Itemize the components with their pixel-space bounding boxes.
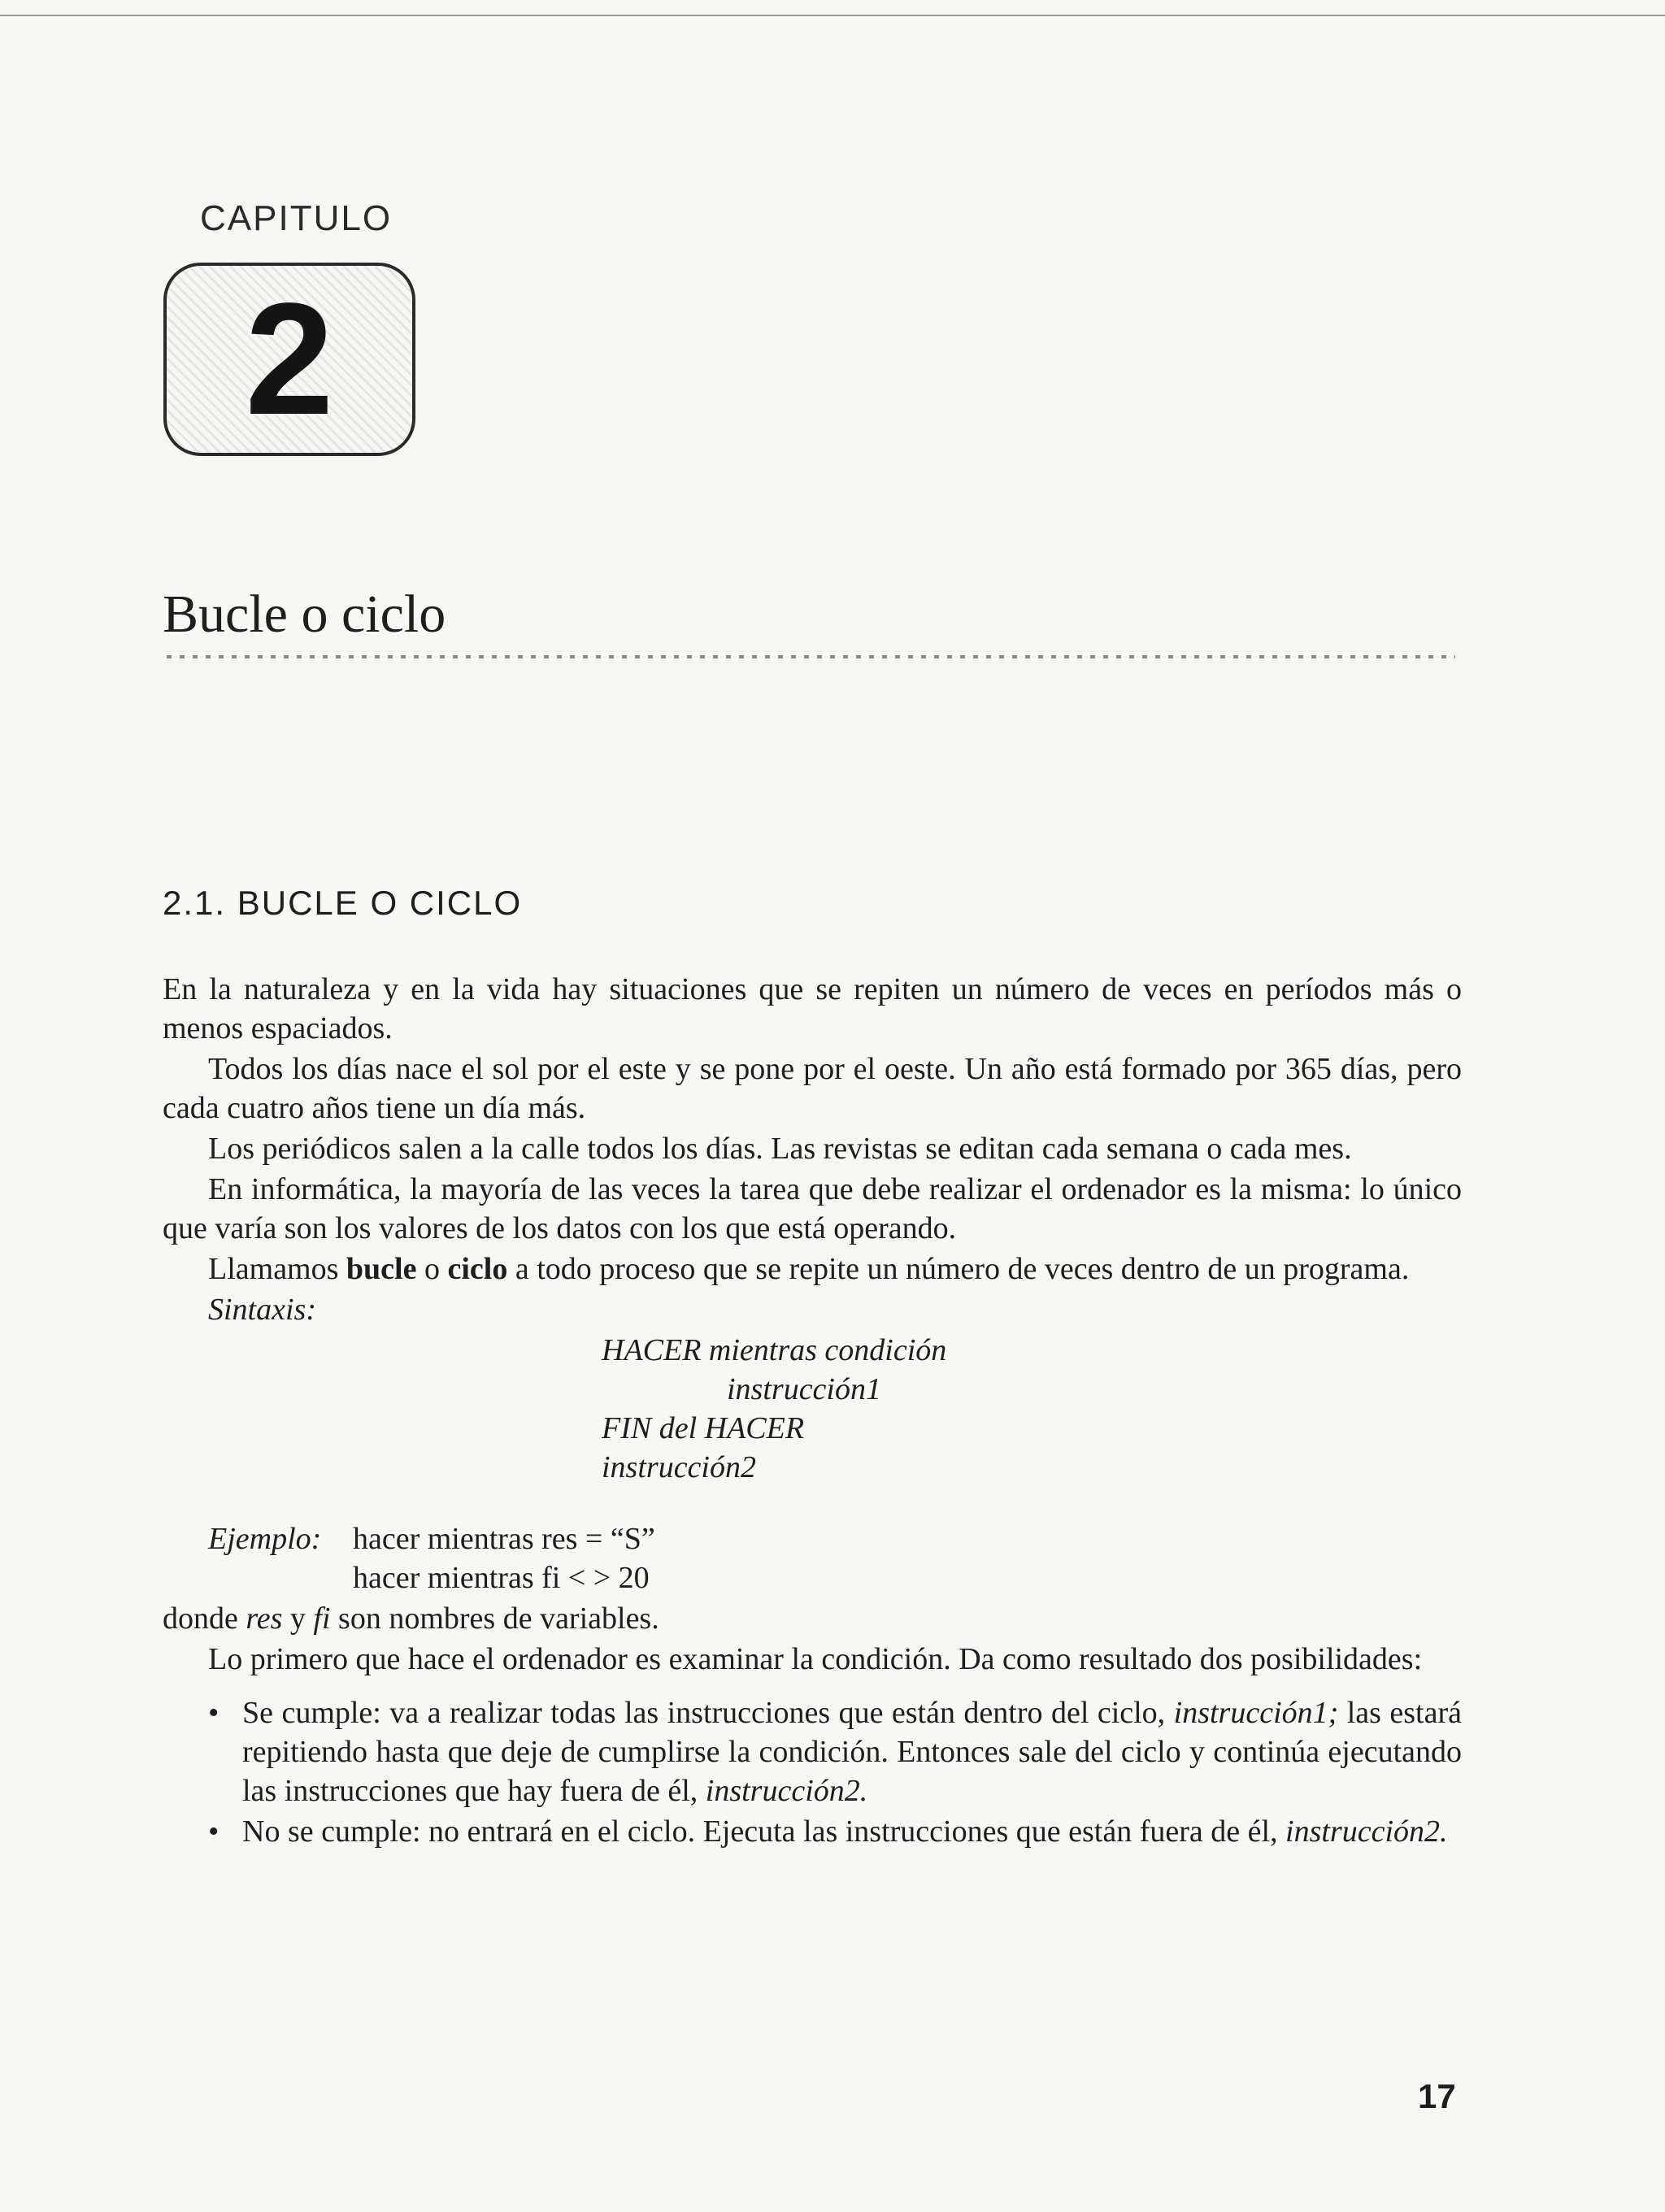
text-span: son nombres de variables. bbox=[330, 1601, 659, 1636]
syntax-line: FIN del HACER bbox=[602, 1411, 805, 1445]
body-paragraph: En la naturaleza y en la vida hay situaciones que se repiten un número de veces en períodos más o menos espaciados. bbox=[163, 972, 1462, 1045]
example-label: Ejemplo: bbox=[208, 1522, 322, 1556]
body-paragraph-definition bbox=[163, 1249, 1462, 1289]
term-bucle: bucle bbox=[346, 1252, 417, 1286]
section-heading: 2.1. BUCLE O CICLO bbox=[163, 884, 523, 922]
syntax-line: instrucción2 bbox=[602, 1450, 756, 1484]
syntax-line: instrucción1 bbox=[727, 1372, 881, 1406]
chapter-number-badge bbox=[163, 263, 415, 456]
text-span: y bbox=[282, 1601, 314, 1636]
example-line: hacer mientras res = “S” bbox=[353, 1522, 655, 1556]
body-paragraph: Los periódicos salen a la calle todos los días. Las revistas se editan cada semana o cada mes. bbox=[208, 1132, 1352, 1166]
chapter-number: 2 bbox=[245, 270, 334, 448]
syntax-label: Sintaxis: bbox=[208, 1293, 316, 1327]
example-block bbox=[163, 1519, 1462, 1597]
text-span: donde bbox=[163, 1601, 246, 1636]
chapter-label: CAPITULO bbox=[200, 198, 393, 238]
term-ciclo: ciclo bbox=[447, 1252, 508, 1286]
text-italic: instrucción1; bbox=[1173, 1696, 1339, 1730]
body-paragraph: Lo primero que hace el ordenador es examinar la condición. Da como resultado dos posibilidades: bbox=[208, 1642, 1423, 1676]
list-item bbox=[163, 1693, 1462, 1810]
syntax-block bbox=[602, 1331, 1462, 1487]
body-content bbox=[163, 970, 1462, 1853]
body-paragraph bbox=[163, 1599, 1462, 1638]
text-italic: instrucción2. bbox=[1285, 1814, 1448, 1849]
text-span: Llamamos bbox=[208, 1252, 346, 1286]
text-italic: instrucción2. bbox=[705, 1774, 868, 1808]
text-span: No se cumple: no entrará en el ciclo. Ejecuta las instrucciones que están fuera de él, bbox=[242, 1814, 1286, 1849]
body-paragraph: En informática, la mayoría de las veces la tarea que debe realizar el ordenador es la misma: lo único que varía son los valores de los datos con los que está operando. bbox=[163, 1172, 1462, 1245]
example-line: hacer mientras fi < > 20 bbox=[353, 1561, 650, 1595]
syntax-line: HACER mientras condición bbox=[602, 1333, 947, 1367]
text-span: a todo proceso que se repite un número de veces dentro de un programa. bbox=[507, 1252, 1410, 1286]
title-underline bbox=[167, 655, 1455, 658]
text-span: o bbox=[416, 1252, 448, 1286]
body-paragraph: Todos los días nace el sol por el este y se pone por el oeste. Un año está formado por 365 días, pero cada cuatro años tiene un día más. bbox=[163, 1052, 1462, 1125]
top-border-line bbox=[0, 15, 1665, 16]
list-item bbox=[163, 1812, 1462, 1851]
var-fi: fi bbox=[313, 1601, 331, 1636]
chapter-title: Bucle o ciclo bbox=[163, 585, 446, 644]
text-span: las estará repitiendo hasta que deje de cumplirse la condición. Entonces sale del ciclo y continúa ejecutando las instrucciones que hay fuera de él, bbox=[242, 1696, 1462, 1808]
page-number: 17 bbox=[1418, 2077, 1456, 2115]
var-res: res bbox=[246, 1601, 283, 1636]
text-span: Se cumple: va a realizar todas las instrucciones que están dentro del ciclo, bbox=[242, 1696, 1174, 1730]
bullet-list bbox=[163, 1693, 1462, 1851]
